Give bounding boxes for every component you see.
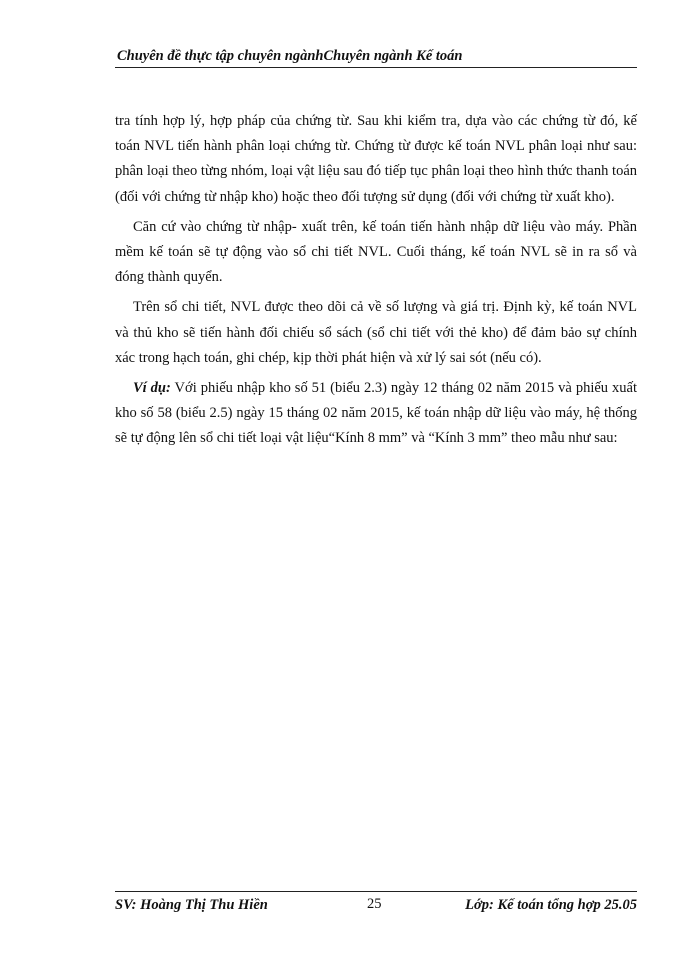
paragraph-4 [115,376,637,452]
example-lead: Ví dụ: [133,380,171,397]
document-body [115,109,637,457]
paragraph-3: Trên sổ chi tiết, NVL được theo dõi cả về số lượng và giá trị. Định kỳ, kế toán NVL và thủ kho sẽ tiến hành đối chiếu sổ sách (sổ chi tiết với thẻ kho) để đảm bảo sự chính xác trong hạch toán, ghi chép, kịp thời phát hiện và xử lý sai sót (nếu có). [115,299,637,366]
header-title: Chuyên đề thực tập chuyên ngànhChuyên ngành Kế toán [117,48,463,64]
paragraph-1: tra tính hợp lý, hợp pháp của chứng từ. Sau khi kiểm tra, dựa vào các chứng từ đó, kế toán NVL tiến hành phân loại chứng từ. Chứng từ được kế toán NVL phân loại như sau: phân loại theo từng nhóm, loại vật liệu sau đó tiếp tục phân loại theo hình thức thanh toán (đối với chứng từ nhập kho) hoặc theo đối tượng sử dụng (đối với chứng từ xuất kho). [115,113,637,205]
page-footer [115,891,637,922]
class-label: Lớp: Kế toán tổng hợp 25.05 [465,897,637,913]
page-header [115,47,637,68]
page-number: 25 [367,896,382,912]
example-text: Với phiếu nhập kho số 51 (biểu 2.3) ngày 12 tháng 02 năm 2015 và phiếu xuất kho số 58 (biểu 2.5) ngày 15 tháng 02 năm 2015, kế toán nhập dữ liệu vào máy, hệ thống sẽ tự động lên sổ chi tiết loại vật liệu“Kính 8 mm” và “Kính 3 mm” theo mẫu như sau: [115,380,637,447]
paragraph-2: Căn cứ vào chứng từ nhập- xuất trên, kế toán tiến hành nhập dữ liệu vào máy. Phần mềm kế toán sẽ tự động vào sổ chi tiết NVL. Cuối tháng, kế toán NVL sẽ in ra sổ và đóng thành quyển. [115,218,637,286]
student-name: SV: Hoàng Thị Thu Hiền [115,897,268,913]
